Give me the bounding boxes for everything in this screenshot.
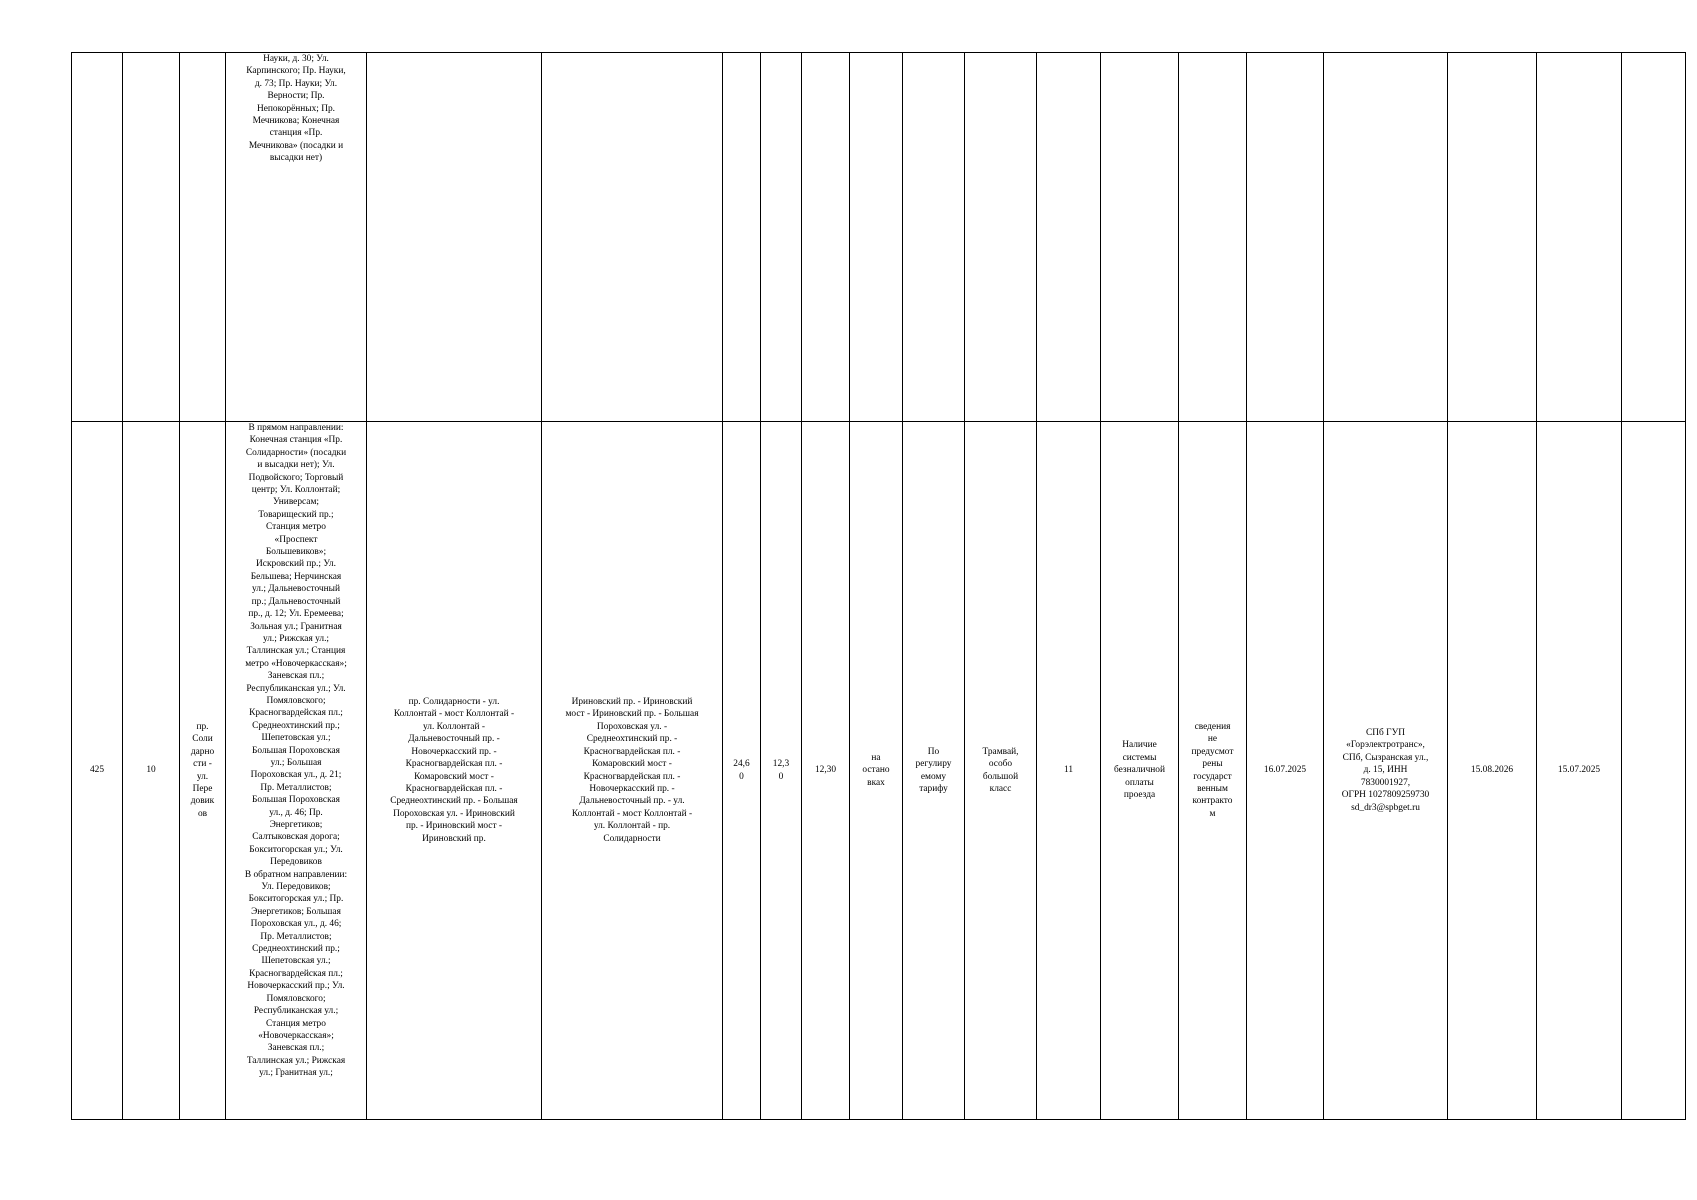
cell-route-name bbox=[180, 53, 226, 422]
cell-characteristics: Наличие системы безналичной оплаты проезда bbox=[1101, 422, 1179, 1120]
cell-streets-backward: Ириновский пр. - Ириновский мост - Ириновский пр. - Большая Пороховская ул. - Среднеохтинский пр. - Красногвардейская пл. - Комаровский мост - Красногвардейская пл. - Новочеркасский пр. - Дальневосточный пр. - ул. Коллонтай - мост Коллонтай - ул. Коллонтай - пр. Солидарности bbox=[542, 422, 723, 1120]
cell-start-date bbox=[1247, 53, 1324, 422]
cell-stop-order: на остано вках bbox=[850, 422, 903, 1120]
cell-contract-info: сведения не предусмот рены государст венным контракто м bbox=[1179, 422, 1247, 1120]
cell-carrier: СПб ГУП «Горэлектротранс», СПб, Сызранская ул., д. 15, ИНН 7830001927, ОГРН 1027809259730 sd_dr3@spbget.ru bbox=[1324, 422, 1448, 1120]
cell-stops: Науки, д. 30; Ул. Карпинского; Пр. Науки, д. 73; Пр. Науки; Ул. Верности; Пр. Непокорённых; Пр. Мечникова; Конечная станция «Пр. Мечникова» (посадки и высадки нет) bbox=[226, 53, 367, 422]
cell-date-b bbox=[1537, 53, 1622, 422]
cell-date-b: 15.07.2025 bbox=[1537, 422, 1622, 1120]
table-row bbox=[72, 422, 1686, 1120]
cell-streets-forward: пр. Солидарности - ул. Коллонтай - мост Коллонтай - ул. Коллонтай - Дальневосточный пр. - Новочеркасский пр. - Красногвардейская пл. - Комаровский мост - Красногвардейская пл. - Среднеохтинский пр. - Большая Пороховская ул. - Ириновский пр. - Ириновский мост - Ириновский пр. bbox=[367, 422, 542, 1120]
cell-start-date: 16.07.2025 bbox=[1247, 422, 1324, 1120]
cell-length-backward bbox=[761, 53, 802, 422]
cell-date-a: 15.08.2026 bbox=[1448, 422, 1537, 1120]
cell-stop-order bbox=[850, 53, 903, 422]
route-registry-table bbox=[71, 52, 1686, 1120]
cell-extra bbox=[1622, 422, 1686, 1120]
cell-vehicle-class: Трамвай, особо большой класс bbox=[965, 422, 1037, 1120]
cell-number bbox=[72, 53, 123, 422]
cell-contract-info bbox=[1179, 53, 1247, 422]
cell-length-forward: 24,6 0 bbox=[723, 422, 761, 1120]
cell-tariff bbox=[903, 53, 965, 422]
cell-number: 425 bbox=[72, 422, 123, 1120]
cell-vehicle-count bbox=[1037, 53, 1101, 422]
cell-length-total bbox=[802, 53, 850, 422]
cell-carrier bbox=[1324, 53, 1448, 422]
cell-vehicle-count: 11 bbox=[1037, 422, 1101, 1120]
cell-route-number: 10 bbox=[123, 422, 180, 1120]
cell-characteristics bbox=[1101, 53, 1179, 422]
cell-stops: В прямом направлении: Конечная станция «Пр. Солидарности» (посадки и высадки нет); Ул. Подвойского; Торговый центр; Ул. Коллонтай; Универсам; Товарищеский пр.; Станция метро «Проспект Большевиков»; Искровский пр.; Ул. Бельшева; Нерчинская ул.; Дальневосточный пр.; Дальневосточный пр., д. 12; Ул. Еремеева; Зольная ул.; Гранитная ул.; Рижская ул.; Таллинская ул.; Станция метро «Новочеркасская»; Заневская пл.; Республиканская ул.; Ул. Помяловского; Красногвардейская пл.; Среднеохтинский пр.; Шепетовская ул.; Большая Пороховская ул.; Большая Пороховская ул., д. 21; Пр. Металлистов; Большая Пороховская ул., д. 46; Пр. Энергетиков; Салтыковская дорога; Бокситогорская ул.; Ул. Передовиков В обратном направлении: Ул. Передовиков; Бокситогорская ул.; Пр. Энергетиков; Большая Пороховская ул., д. 46; Пр. Металлистов; Среднеохтинский пр.; Шепетовская ул.; Красногвардейская пл.; Новочеркасский пр.; Ул. Помяловского; Республиканская ул.; Станция метро «Новочеркасская»; Заневская пл.; Таллинская ул.; Рижская ул.; Гранитная ул.; bbox=[226, 422, 367, 1120]
cell-tariff: По регулиру емому тарифу bbox=[903, 422, 965, 1120]
cell-extra bbox=[1622, 53, 1686, 422]
cell-length-total: 12,30 bbox=[802, 422, 850, 1120]
cell-route-name: пр. Соли дарно сти - ул. Пере довик ов bbox=[180, 422, 226, 1120]
cell-length-backward: 12,3 0 bbox=[761, 422, 802, 1120]
cell-vehicle-class bbox=[965, 53, 1037, 422]
cell-streets-backward bbox=[542, 53, 723, 422]
cell-date-a bbox=[1448, 53, 1537, 422]
cell-streets-forward bbox=[367, 53, 542, 422]
cell-route-number bbox=[123, 53, 180, 422]
cell-length-forward bbox=[723, 53, 761, 422]
table-row bbox=[72, 53, 1686, 422]
